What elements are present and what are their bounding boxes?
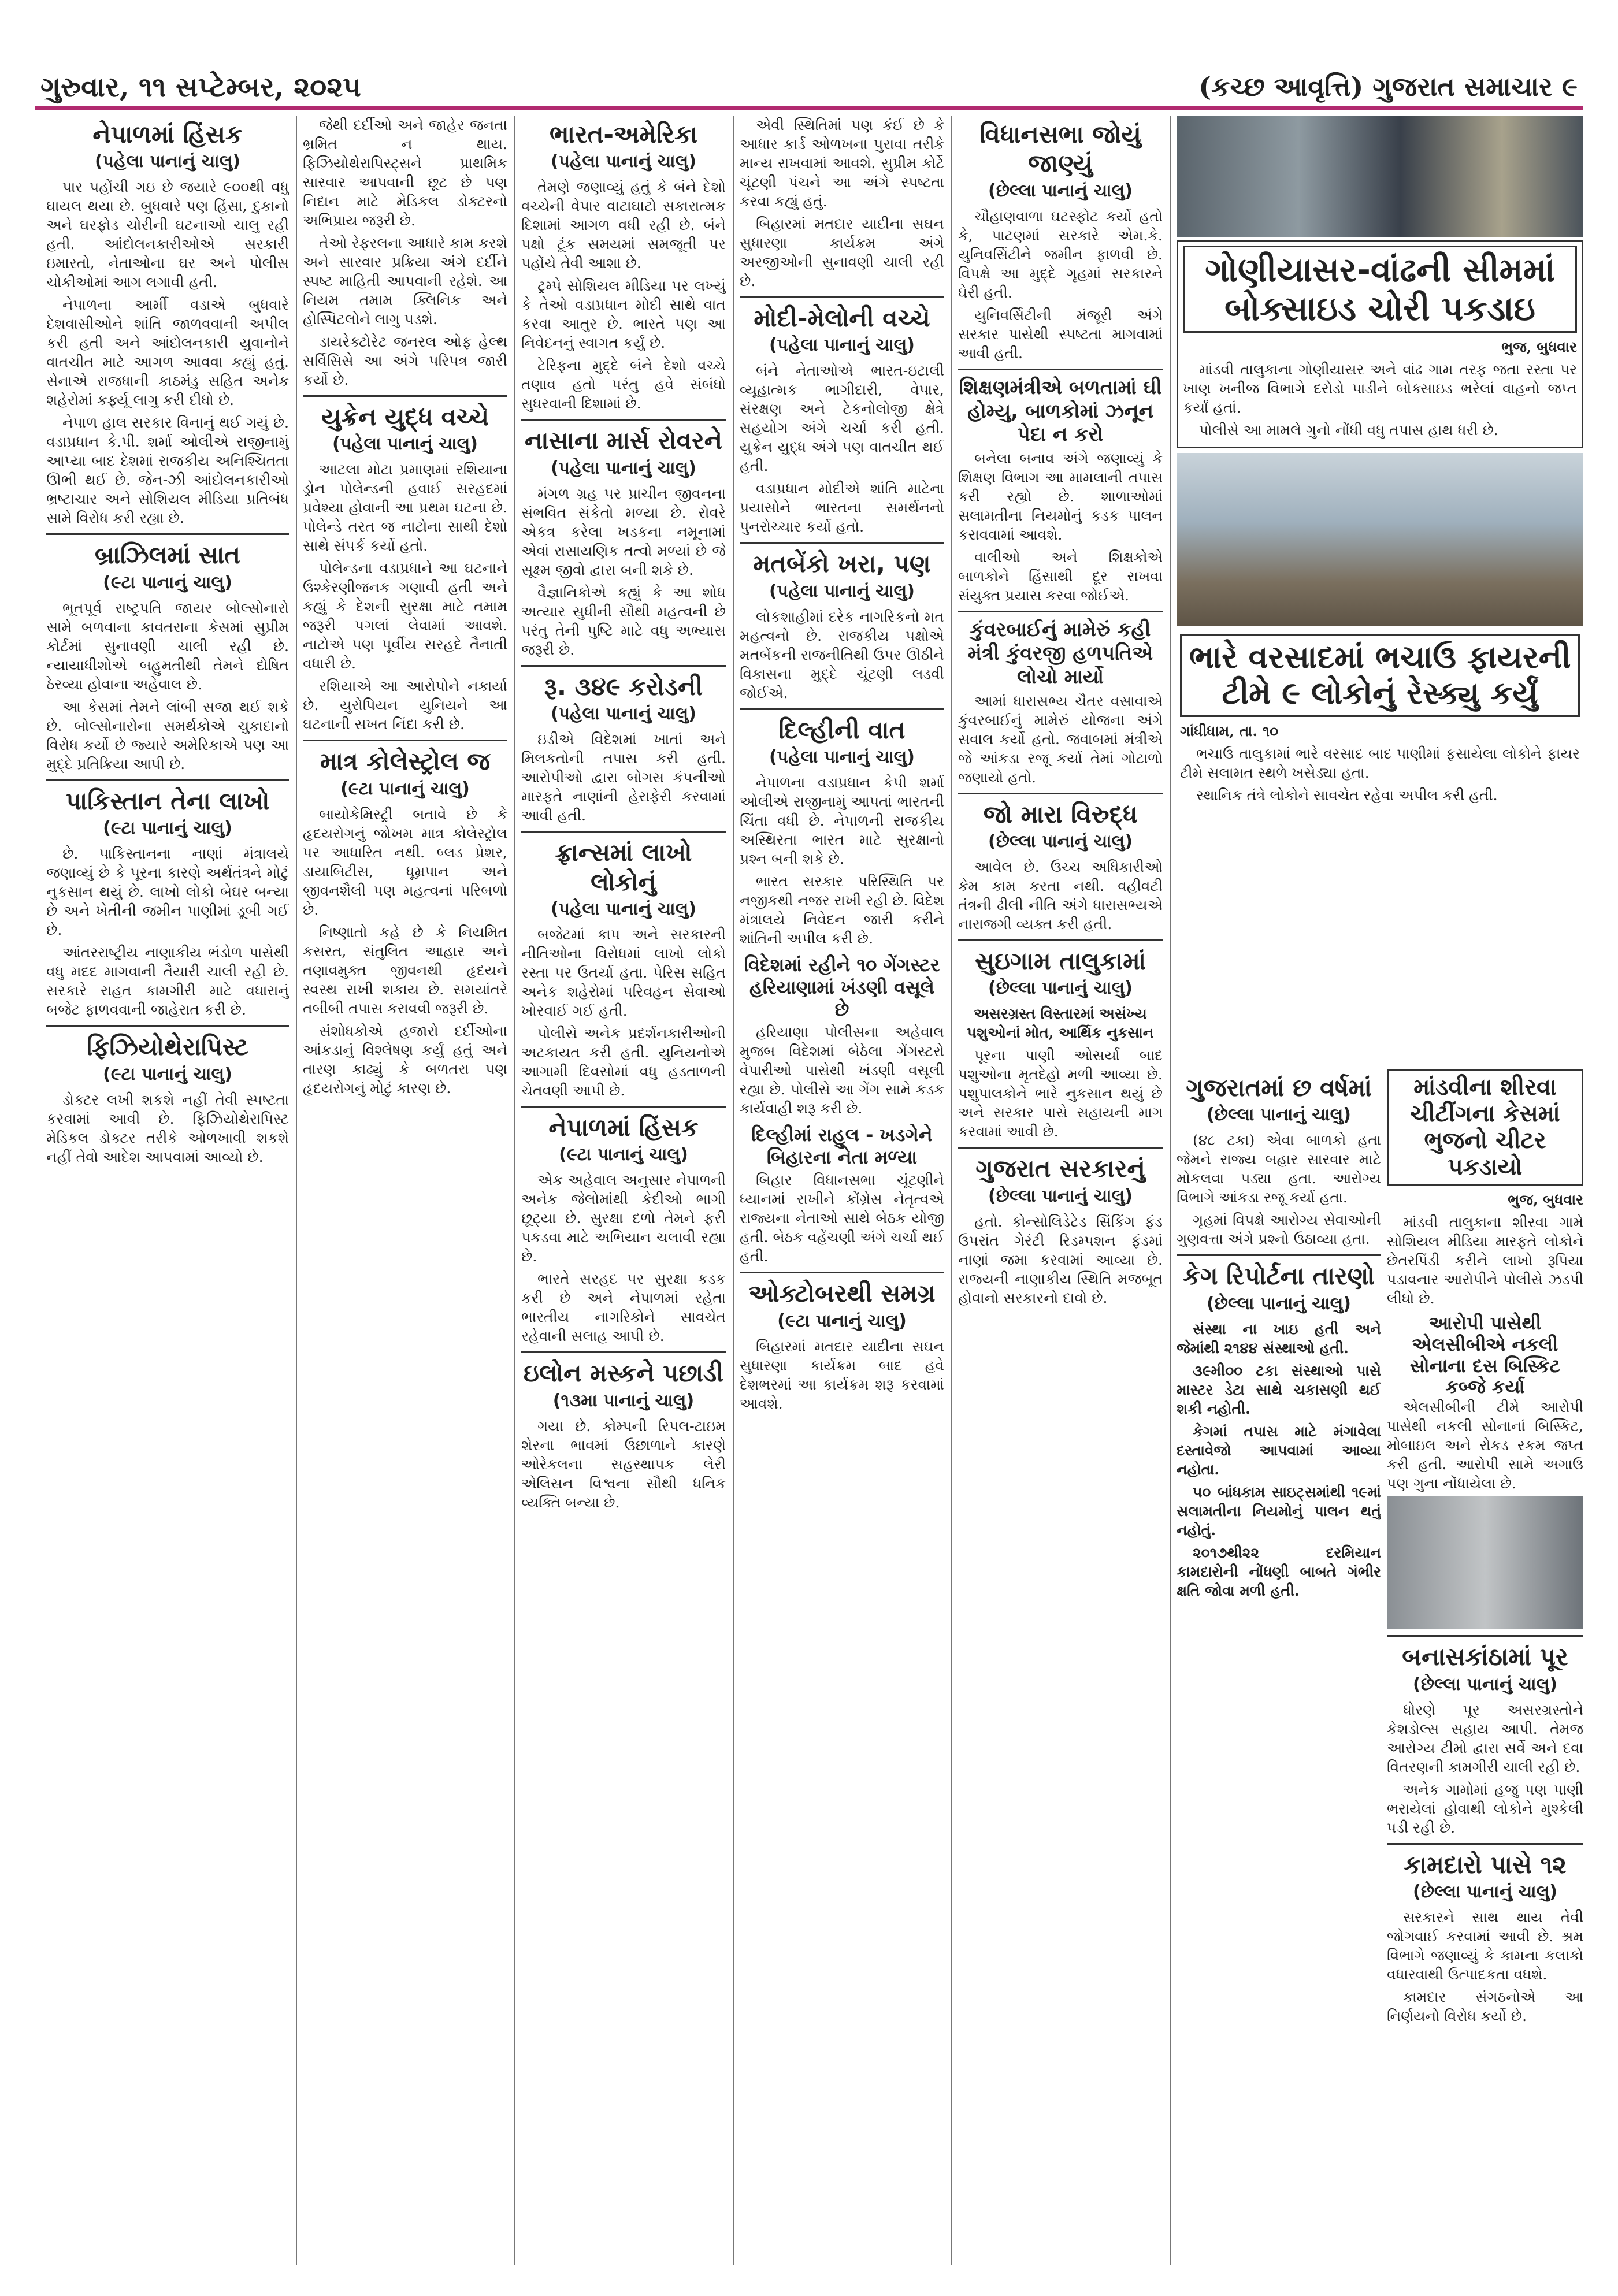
article-votebank [740, 549, 944, 702]
paragraph: પોલીસે આ મામલે ગુનો નોંધી વધુ તપાસ હાથ ધરી છે. [1199, 422, 1498, 439]
article-delhi-2 [740, 1124, 944, 1266]
paragraph: ટેરિફના મુદ્દે બંને દેશો વચ્ચે તણાવ હતો પરંતુ હવે સંબંધો સુધરવાની દિશામાં છે. [521, 357, 726, 413]
article-headline: ગોણીયાસર-વાંઢની સીમમાં બોક્સાઇડ ચોરી પકડાઇ [1183, 246, 1577, 333]
paragraph: એક અહેવાલ અનુસાર નેપાળની અનેક જેલોમાંથી કેદીઓ ભાગી છૂટ્યા છે. સુરક્ષા દળો તેમને ફરી પકડવા માટે અભિયાન ચલાવી રહ્યા છે. [521, 1172, 726, 1265]
continuation-note: (પહેલા પાનાનું ચાલુ) [550, 898, 697, 919]
article-headline: રૂ. ૩૪૯ કરોડની [544, 672, 703, 701]
article-pakistan [46, 787, 289, 1019]
paragraph: હરિયાણા પોલીસના અહેવાલ મુજબ વિદેશમાં બેઠેલા ગેંગસ્ટરો વેપારીઓ પાસેથી ખંડણી વસૂલી રહ્યા છે. પોલીસે આ ગેંગ સામે કડક કાર્યવાહી શરૂ કરી છે. [740, 1024, 944, 1117]
issue-date: ગુરુવાર, ૧૧ સપ્ટેમ્બર, ૨૦૨૫ [40, 71, 361, 103]
article-body [46, 177, 289, 527]
paragraph: નેપાળ હાલ સરકાર વિનાનું થઈ ગયું છે. વડાપ્રધાન કે.પી. શર્મા ઓલીએ રાજીનામું આપ્યા બાદ દેશમાં રાજકીય અનિશ્ચિતતા ઊભી થઈ છે. જેન-ઝી આંદોલનકારીઓ ભ્રષ્ટાચાર અને સોશિયલ મીડિયા પ્રતિબંધ સામે વિરોધ કરી રહ્યા છે. [46, 414, 289, 527]
article-body [521, 484, 726, 659]
paragraph: સરકારને સાથ થાય તેવી જોગવાઈ કરવામાં આવી છે. શ્રમ વિભાગે જણાવ્યું કે કામના કલાકો વધારવાથી ઉત્પાદકતા વધશે. [1387, 1908, 1583, 1983]
paragraph: એલસીબીની ટીમે આરોપી પાસેથી નકલી સોનાનાં બિસ્કિટ, મોબાઇલ અને રોકડ રકમ જપ્ત કરી હતી. આરોપી સામે અગાઉ પણ ગુના નોંધાયેલા છે. [1387, 1399, 1583, 1492]
continuation-note: (છેલ્લા પાનાનું ચાલુ) [988, 831, 1133, 852]
paragraph: છે. પાકિસ્તાનના નાણાં મંત્રાલયે જણાવ્યું છે કે પૂરના કારણે અર્થતંત્રને મોટું નુકસાન થયું છે. લાખો લોકો બેઘર બન્યા છે અને ખેતીની જમીન પાણીમાં ડૂબી ગઈ છે. [46, 845, 289, 939]
paragraph: રશિયાએ આ આરોપોને નકાર્યા છે. યુરોપિયન યુનિયને આ ઘટનાની સખત નિંદા કરી છે. [303, 678, 507, 733]
article-subheadline: આરોપી પાસેથી એલસીબીએ નકલી સોનાના દસ બિસ્કિટ કબ્જે કર્યા [1409, 1312, 1561, 1398]
article-body [740, 607, 944, 703]
article-body [740, 1337, 944, 1413]
article-gujarat-sarkar [958, 1154, 1163, 1307]
paragraph: બિહારમાં મતદાર યાદીના સઘન સુધારણા કાર્યક્રમ બાદ હવે દેશભરમાં આ કાર્યક્રમ શરૂ કરવામાં આવશે. [740, 1338, 944, 1412]
paragraph: માંડવી તાલુકાના ગોણીયાસર અને વાંઢ ગામ તરફ જતા રસ્તા પર ખાણ ખનીજ વિભાગે દરોડો પાડીને બોક્સાઇડ ભરેલાં વાહનો જપ્ત કર્યાં હતાં. [1183, 361, 1577, 417]
article-shikshan [958, 376, 1163, 605]
column-divider [296, 116, 297, 2265]
article-headline: પાકિસ્તાન તેના લાખો [65, 786, 270, 815]
column-6 [1177, 1069, 1381, 2265]
divider [46, 1025, 289, 1027]
continuation-note: (છેલ્લા પાનાનું ચાલુ) [1412, 1881, 1558, 1902]
bullet-point: ૨૦૧૭થી૨૨ દરમિયાન કામદારોની નોંધણી બાબતે ગંભીર ક્ષતિ જોવા મળી હતી. [1177, 1544, 1381, 1599]
article-body [521, 925, 726, 1100]
edition-label: (કચ્છ આવૃત્તિ) ગુજરાત સમાચાર ૯ [1198, 71, 1578, 102]
article-headline: કામદારો પાસે ૧૨ [1404, 1850, 1567, 1879]
article-body [521, 730, 726, 825]
article-headline: ગુજરાત સરકારનું [975, 1154, 1145, 1183]
article-physio [46, 1032, 289, 1166]
paragraph: માંડવી તાલુકાના શીરવા ગામે સોશિયલ મીડિયા મારફતે લોકોને છેતરપિંડી કરીને લાખો રૂપિયા પડાવનાર આરોપીને પોલીસે ઝડપી લીધો છે. [1387, 1214, 1583, 1307]
paragraph: આ કેસમાં તેમને લાંબી સજા થઈ શકે છે. બોલ્સોનારોના સમર્થકોએ ચુકાદાનો વિરોધ કર્યો છે જ્યારે અમેરિકાએ પણ આ મુદ્દે પ્રતિક્રિયા આપી છે. [46, 698, 289, 772]
paragraph: પાર પહોંચી ગઇ છે જયારે ૯૦૦થી વધુ ઘાયલ થયા છે. બુધવારે પણ હિંસા, દુકાનો અને ઘરફોડ ચોરીની ઘટનાઓ ચાલુ રહી હતી. આંદોલનકારીઓએ સરકારી ઇમારતો, નેતાઓના ઘર અને પોલીસ ચોકીઓમાં આગ લગાવી હતી. [46, 179, 289, 291]
article-headline: વિદેશમાં રહીને ૧૦ ગેંગસ્ટર હરિયાણામાં ખંડણી વસૂલે છે [744, 954, 940, 1020]
paragraph: નેપાળના વડાપ્રધાન કેપી શર્મા ઓલીએ રાજીનામું આપતાં ભારતની ચિંતા વધી છે. નેપાળની રાજકીય અસ્થિરતા ભારત માટે સુરક્ષાનો પ્રશ્ન બની શકે છે. [740, 774, 944, 868]
article-elon [521, 1359, 726, 1511]
continuation-note: (છેલ્લા પાનાનું ચાલુ) [988, 180, 1133, 201]
article-boxite [1177, 240, 1583, 448]
article-cholesterol [303, 747, 507, 1097]
article-suigam [958, 947, 1163, 1141]
article-headline: નેપાળમાં હિંસક [92, 120, 243, 148]
divider [521, 419, 726, 421]
divider [521, 1106, 726, 1108]
article-banaskantha [1387, 1643, 1583, 1837]
article-delhi [740, 716, 944, 948]
article-body [740, 773, 944, 948]
article-body [521, 1417, 726, 1512]
continuation-note: (છેલ્લા પાનાનું ચાલુ) [988, 1186, 1133, 1206]
bullet-point: સંસ્થા ના ખાઇ હતી અને જેમાંથી ૨૧૪૪ સંસ્થાઓ હતી. [1177, 1320, 1381, 1357]
paragraph: ચૌહાણવાળા ઘટસ્ફોટ કર્યો હતો કે, પાટણમાં સરકારે એમ.કે. યુનિવર્સિટીને જમીન ફાળવી છે. વિપક્ષે આ મુદ્દે ગૃહમાં સરકારને ઘેરી હતી. [958, 207, 1163, 301]
article-headline: મતબેંકો ખરા, પણ [753, 549, 931, 578]
dateline: ગાંધીધામ, તા. ૧૦ [1180, 722, 1279, 740]
article-headline: ફિઝિયોથેરાપિસ્ટ [86, 1032, 249, 1061]
divider [740, 1272, 944, 1273]
article-headline: માત્ર કોલેસ્ટ્રોલ જ [320, 747, 491, 776]
article-349-crore [521, 673, 726, 825]
continuation-note: (૯ટા પાનાનું ચાલુ) [340, 778, 470, 799]
column-divider [514, 116, 515, 2265]
article-headline: જો મારા વિરુદ્ધ [983, 800, 1138, 829]
continuation-note: (૯ટા પાનાનું ચાલુ) [559, 1145, 688, 1165]
paragraph: ભચાઉ તાલુકામાં ભારે વરસાદ બાદ પાણીમાં ફસાયેલા લોકોને ફાયર ટીમે સલામત સ્થળે ખસેડ્યા હતા. [1180, 745, 1580, 781]
article-vidhansabha [958, 120, 1163, 363]
paragraph: ભારત સરકાર પરિસ્થિતિ પર નજીકથી નજર રાખી રહી છે. વિદેશ મંત્રાલયે નિવેદન જારી કરીને શાંતિની અપીલ કરી છે. [740, 873, 944, 948]
paragraph: ગૃહમાં વિપક્ષે આરોગ્ય સેવાઓની ગુણવત્તા અંગે પ્રશ્નો ઉઠાવ્યા હતા. [1177, 1212, 1381, 1248]
column-2 [303, 116, 507, 2265]
divider [521, 1351, 726, 1353]
column-3 [521, 116, 726, 2265]
paragraph: લોકશાહીમાં દરેક નાગરિકનો મત મહત્વનો છે. રાજકીય પક્ષોએ મતબેંકની રાજનીતિથી ઉપર ઊઠીને વિકાસના મુદ્દે ચૂંટણી લડવી જોઈએ. [740, 608, 944, 701]
article-body [521, 177, 726, 413]
paragraph: આંતરરાષ્ટ્રીય નાણાકીય ભંડોળ પાસેથી વધુ મદદ માગવાની તૈયારી ચાલી રહી છે. સરકારે રાહત કામગીરી માટે વધારાનું બજેટ ફાળવવાની જાહેરાત કરી છે. [46, 944, 289, 1019]
paragraph: બિહારમાં મતદાર યાદીના સઘન સુધારણા કાર્યક્રમ અંગે અરજીઓની સુનાવણી ચાલી રહી છે. [740, 216, 944, 289]
paragraph: પૂરના પાણી ઓસર્યા બાદ પશુઓના મૃતદેહો મળી આવ્યા છે. પશુપાલકોને ભારે નુકસાન થયું છે અને સરકાર પાસે સહાયની માગ કરવામાં આવી છે. [958, 1047, 1163, 1140]
article-body [1180, 722, 1580, 805]
paragraph: જેથી દર્દીઓ અને જાહેર જનતા ભ્રમિત ન થાય. ફિઝિયોથેરાપિસ્ટ્સને પ્રાથમિક સારવાર આપવાની છૂટ છે પણ નિદાન માટે મેડિકલ ડોક્ટરનો અભિપ્રાય જરૂરી છે. [303, 117, 507, 229]
divider [740, 542, 944, 544]
article-brazil [46, 541, 289, 773]
continuation-note: (પહેલા પાનાનું ચાલુ) [769, 581, 915, 601]
article-headline: બનાસકાંઠામાં પૂર [1402, 1643, 1568, 1671]
paragraph: ઇડીએ વિદેશમાં ખાતાં અને મિલકતોની તપાસ કરી હતી. આરોપીઓ દ્વારા બોગસ કંપનીઓ મારફતે નાણાંની હેરાફેરી કરવામાં આવી હતી. [521, 731, 726, 824]
article-body [46, 844, 289, 1019]
divider [46, 779, 289, 781]
article-body [740, 116, 944, 291]
column-5 [958, 116, 1163, 2265]
divider [1387, 1843, 1583, 1845]
article-headline: મોદી-મેલોની વચ્ચે [754, 304, 930, 332]
bullet-point: ૫૦ બાંધકામ સાઇટ્સમાંથી ૧૯માં સલામતીના નિયમોનું પાલન થતું નહોતું. [1177, 1483, 1381, 1539]
column-4 [740, 116, 944, 2265]
paragraph: પોલીસે અનેક પ્રદર્શનકારીઓની અટકાયત કરી હતી. યુનિયનોએ આગામી દિવસોમાં વધુ હડતાળની ચેતવણી આપી છે. [521, 1024, 726, 1099]
paragraph: અસરગ્રસ્ત વિસ્તારમાં અસંખ્ય પશુઓનાં મોત, આર્થિક નુકસાન [967, 1005, 1154, 1042]
article-body [46, 1090, 289, 1166]
paragraph: નેપાળના આર્મી વડાએ બુધવારે દેશવાસીઓને શાંતિ જાળવવાની અપીલ કરી હતી અને આંદોલનકારી યુવાનોને વાતચીત માટે આગળ આવવા કહ્યું હતું. સેનાએ રાજધાની કાઠમંડુ સહિત અનેક શહેરોમાં કર્ફ્યૂ લાગુ કરી દીધો છે. [46, 296, 289, 409]
article-headline: બ્રાઝિલમાં સાત [94, 541, 241, 570]
continuation-note: (છેલ્લા પાનાનું ચાલુ) [1206, 1293, 1352, 1314]
article-headline: યુક્રેન યુદ્ધ વચ્ચે [321, 403, 489, 431]
paragraph: બનેલા બનાવ અંગે જણાવ્યું કે શિક્ષણ વિભાગ આ મામલાની તપાસ કરી રહ્યો છે. શાળાઓમાં સલામતીના નિયમોનું કડક પાલન કરાવવામાં આવશે. [958, 450, 1163, 544]
article-body [521, 1171, 726, 1346]
divider [303, 395, 507, 397]
paragraph: કામદાર સંગઠનોએ આ નિર્ણયનો વિરોધ કર્યો છે. [1387, 1988, 1583, 2024]
article-nasa [521, 426, 726, 659]
article-body [958, 449, 1163, 605]
paragraph: વાલીઓ અને શિક્ષકોએ બાળકોને હિંસાથી દૂર રાખવા સંયુક્ત પ્રયાસ કરવા જોઈએ. [958, 549, 1163, 604]
paragraph: પોલેન્ડના વડાપ્રધાને આ ઘટનાને ઉશ્કેરણીજનક ગણાવી હતી અને કહ્યું કે દેશની સુરક્ષા માટે તમામ જરૂરી પગલાં લેવામાં આવશે. નાટોએ પણ પૂર્વીય સરહદે તૈનાતી વધારી છે. [303, 560, 507, 673]
article-body [740, 361, 944, 536]
paragraph: ગયા છે. કોમ્પની રિપલ-ટાઇમ શેરના ભાવમાં ઉછાળાને કારણે ઓરેકલના સહસ્થાપક લેરી એલિસન વિશ્વના સૌથી ધનિક વ્યક્તિ બન્યા છે. [521, 1417, 726, 1511]
article-headline: સુઇગામ તાલુકામાં [974, 946, 1146, 975]
paragraph: ટ્રમ્પે સોશિયલ મીડિયા પર લખ્યું કે તેઓ વડાપ્રધાન મોદી સાથે વાત કરવા આતુર છે. ભારતે પણ આ નિવેદનનું સ્વાગત કર્યું છે. [521, 277, 726, 352]
continuation-note: (પહેલા પાનાનું ચાલુ) [769, 747, 915, 768]
article-headline: નાસાના માર્સ રોવરને [524, 426, 723, 455]
continuation-note: (પહેલા પાનાનું ચાલુ) [550, 704, 697, 725]
article-headline: ગુજરાતમાં છ વર્ષમાં [1186, 1073, 1372, 1102]
column-divider [951, 116, 952, 2265]
paragraph: એવી સ્થિતિમાં પણ કંઈ છે કે આધાર કાર્ડ ઓળખના પુરાવા તરીકે માન્ય રાખવામાં આવશે. સુપ્રીમ કોર્ટે ચૂંટણી પંચને આ અંગે સ્પષ્ટતા કરવા કહ્યું હતું. [740, 117, 944, 210]
continuation-note: (પહેલા પાનાનું ચાલુ) [550, 151, 697, 172]
photo-rescue [1177, 453, 1583, 626]
article-body [1387, 1700, 1583, 1837]
article-body [958, 1004, 1163, 1141]
continuation-note: (છેલ્લા પાનાનું ચાલુ) [1412, 1674, 1558, 1695]
article-body [1387, 1190, 1583, 1308]
article-headline: વિધાનસભા જોયું જાણ્યું [979, 120, 1141, 178]
article-shirva [1387, 1069, 1583, 1629]
continuation-note: (પહેલા પાનાનું ચાલુ) [94, 151, 241, 172]
column-divider [1170, 116, 1171, 2265]
article-body [1183, 337, 1577, 440]
paragraph: યુનિવર્સિટીની મંજૂરી અંગે સરકાર પાસેથી સ્પષ્ટતા માગવામાં આવી હતી. [958, 306, 1163, 362]
article-cag [1177, 1262, 1381, 1600]
article-body [958, 1212, 1163, 1307]
article-headline: ફ્રાન્સમાં લાખો લોકોનું [555, 838, 692, 896]
paragraph: બંને નેતાઓએ ભારત-ઇટાલી વ્યૂહાત્મક ભાગીદારી, વેપાર, સંરક્ષણ અને ટેકનોલોજી ક્ષેત્રે સહયોગ અંગે ચર્ચા કરી હતી. યુક્રેન યુદ્ધ અંગે પણ વાતચીત થઈ હતી. [740, 362, 944, 475]
divider [958, 939, 1163, 941]
article-body [1177, 1131, 1381, 1249]
right-bottom-stories [1387, 1069, 1583, 2265]
article-body [740, 1171, 944, 1266]
article-headline: કુંવરબાઈનું મામેરું કહી મંત્રી કુંવરજી હળપતિએ લોચો માર્યો [967, 618, 1153, 689]
article-india-us [521, 120, 726, 413]
article-jo-mara [958, 800, 1163, 934]
article-headline: ઇલોન મસ્કને પછાડી [523, 1359, 724, 1388]
dateline: ભુજ, બુધવાર [1508, 1191, 1583, 1208]
photo-police [1387, 1496, 1583, 1629]
paragraph: મંગળ ગ્રહ પર પ્રાચીન જીવનના સંભવિત સંકેતો મળ્યા છે. રોવરે એકત્ર કરેલા ખડકના નમૂનામાં એવાં રાસાયણિક તત્વો મળ્યાં છે જે સૂક્ષ્મ જીવો દ્વારા બની શકે છે. [521, 485, 726, 578]
continuation-note: (૯ટા પાનાનું ચાલુ) [103, 818, 232, 839]
divider [1387, 1635, 1583, 1637]
paragraph: અનેક ગામોમાં હજુ પણ પાણી ભરાયેલાં હોવાથી લોકોને મુશ્કેલી પડી રહી છે. [1387, 1781, 1583, 1836]
divider [46, 533, 289, 535]
article-body [46, 599, 289, 774]
divider [303, 740, 507, 741]
article-body [1387, 1398, 1583, 1493]
article-headline: ભારે વરસાદમાં ભચાઉ ફાયરની ટીમે ૯ લોકોનું રેસ્ક્યુ કર્યું [1180, 634, 1580, 716]
article-kunvarbai [958, 618, 1163, 786]
divider [740, 708, 944, 710]
article-headline: ઓક્ટોબરથી સમગ્ર [748, 1279, 936, 1308]
article-ukraine [303, 403, 507, 734]
continuation-note: (છેલ્લા પાનાનું ચાલુ) [1206, 1105, 1352, 1125]
column-1 [46, 116, 289, 2265]
article-headline: કેગ રિપોર્ટના તારણો [1183, 1262, 1375, 1291]
article-nepal-2 [521, 1113, 726, 1346]
article-body [958, 207, 1163, 363]
article-headline: ભારત-અમેરિકા [550, 120, 697, 148]
divider [740, 296, 944, 298]
article-body [958, 857, 1163, 934]
paragraph: સંશોધકોએ હજારો દર્દીઓના આંકડાનું વિશ્લેષણ કર્યું હતું અને તારણ કાઢ્યું કે બળતરા પણ હૃદયરોગનું મોટું કારણ છે. [303, 1022, 507, 1097]
paragraph: સ્થાનિક તંત્રે લોકોને સાવચેત રહેવા અપીલ કરી હતી. [1196, 786, 1498, 804]
article-kamdar [1387, 1851, 1583, 2026]
article-october [740, 1279, 944, 1413]
article-headline: દિલ્હીની વાત [778, 715, 906, 744]
paragraph: બાયોકેમિસ્ટ્રી બતાવે છે કે હૃદયરોગનું જોખમ માત્ર કોલેસ્ટ્રોલ પર આધારિત નથી. બ્લડ પ્રેશર, ડાયાબિટીસ, ધૂમ્રપાન અને જીવનશૈલી પણ મહત્વનાં પરિબળો છે. [303, 805, 507, 918]
article-france [521, 838, 726, 1100]
paragraph: આવેલ છે. ઉચ્ચ અધિકારીઓ કેમ કામ કરતા નથી. વહીવટી તંત્રની ઢીલી નીતિ અંગે ધારાસભ્યએ નારાજગી વ્યક્ત કરી હતી. [958, 858, 1163, 932]
continuation-note: (પહેલા પાનાનું ચાલુ) [550, 458, 697, 478]
page-header [35, 66, 1583, 108]
article-modi-meloni [740, 304, 944, 536]
article-headline: માંડવીના શીરવા ચીટીંગના કેસમાં ભુજનો ચીટર પકડાયો [1387, 1069, 1583, 1186]
paragraph: (૪૮ ટકા) એવા બાળકો હતા જેમને રાજ્ય બહાર સારવાર માટે મોકલવા પડ્યા હતા. આરોગ્ય વિભાગે આંકડા રજૂ કર્યા હતા. [1177, 1132, 1381, 1206]
divider [521, 831, 726, 833]
divider [958, 1147, 1163, 1149]
divider [958, 611, 1163, 612]
continuation-note: (છેલ્લા પાનાનું ચાલુ) [988, 978, 1133, 999]
dateline: ભુજ, બુધવાર [1501, 339, 1577, 356]
paragraph: આટલા મોટા પ્રમાણમાં રશિયાના ડ્રોન પોલેન્ડની હવાઈ સરહદમાં પ્રવેશ્યા હોવાની આ પ્રથમ ઘટના છે. પોલેન્ડે તરત જ નાટોના સાથી દેશો સાથે સંપર્ક કર્યો હતો. [303, 461, 507, 555]
article-headline: શિક્ષણમંત્રીએ બળતામાં ઘી હોમ્યુ, બાળકોમાં ઝનૂન પેદા ન કરો [959, 376, 1162, 447]
paragraph: ડાયરેક્ટોરેટ જનરલ ઓફ હેલ્થ સર્વિસિસે આ અંગે પરિપત્ર જારી કર્યો છે. [303, 333, 507, 388]
divider [958, 793, 1163, 794]
article-nepal [46, 120, 289, 527]
paragraph: ડોક્ટર લખી શકશે નહીં તેવી સ્પષ્ટતા કરવામાં આવી છે. ફિઝિયોથેરાપિસ્ટ મેડિકલ ડોક્ટર તરીકે ઓળખાવી શકશે નહીં તેવો આદેશ આપવામાં આવ્યો છે. [46, 1091, 289, 1165]
photo-trucks [1177, 116, 1583, 237]
article-body [740, 1023, 944, 1118]
continuation-note: (પહેલા પાનાનું ચાલુ) [769, 335, 915, 356]
paragraph: તેમણે જણાવ્યું હતું કે બંને દેશો વચ્ચેની વેપાર વાટાઘાટો સકારાત્મક દિશામાં આગળ વધી રહી છે. બંને પક્ષો ટૂંક સમયમાં સમજૂતી પર પહોંચે તેવી આશા છે. [521, 179, 726, 272]
paragraph: ભૂતપૂર્વ રાષ્ટ્રપતિ જાયર બોલ્સોનારો સામે બળવાના કાવતરાના કેસમાં સુપ્રીમ કોર્ટમાં સુનાવણી ચાલી રહી છે. ન્યાયાધીશોએ બહુમતીથી તેમને દોષિત ઠેરવ્યા હોવાના અહેવાલ છે. [46, 599, 289, 693]
article-body [1177, 1320, 1381, 1600]
article-body [1387, 1908, 1583, 2026]
paragraph: આમાં ધારાસભ્ય ચૈતર વસાવાએ કુંવરબાઈનું મામેરું યોજના અંગે સવાલ કર્યો હતો. જવાબમાં મંત્રીએ જે આંકડા રજૂ કર્યા તેમાં ગોટાળો જણાયો હતો. [958, 692, 1163, 786]
paragraph: હતો. કોન્સોલિડેટેડ સિંકિંગ ફંડ ઉપરાંત ગેરંટી રિડમ્પશન ફંડમાં નાણાં જમા કરવામાં આવ્યા છે. રાજ્યની નાણાકીય સ્થિતિ મજબૂત હોવાનો સરકારનો દાવો છે. [958, 1213, 1163, 1306]
continuation-note: (૯ટા પાનાનું ચાલુ) [103, 572, 232, 593]
continuation-note: (૯ટા પાનાનું ચાલુ) [777, 1310, 907, 1331]
paragraph: બિહાર વિધાનસભા ચૂંટણીને ધ્યાનમાં રાખીને કોંગ્રેસ નેતૃત્વએ રાજ્યના નેતાઓ સાથે બેઠક યોજી હતી. બેઠક વહેંચણી અંગે ચર્ચા થઈ હતી. [740, 1172, 944, 1265]
paragraph: ભારતે સરહદ પર સુરક્ષા કડક કરી છે અને નેપાળમાં રહેતા ભારતીય નાગરિકોને સાવચેત રહેવાની સલાહ આપી છે. [521, 1270, 726, 1345]
paragraph: નિષ્ણાતો કહે છે કે નિયમિત કસરત, સંતુલિત આહાર અને તણાવમુક્ત જીવનથી હૃદયને સ્વસ્થ રાખી શકાય છે. સમયાંતરે તબીબી તપાસ કરાવવી જરૂરી છે. [303, 923, 507, 1017]
column-divider [733, 116, 734, 2265]
article-headline: નેપાળમાં હિંસક [548, 1113, 699, 1142]
article-gujarat-6yrs [1177, 1073, 1381, 1249]
divider [521, 665, 726, 667]
article-body [303, 460, 507, 734]
bullet-point: ૩૯મી૦૦ ટકા સંસ્થાઓ પાસે માસ્ટર ડેટા સાથે ચકાસણી થઈ શકી નહોતી. [1177, 1362, 1381, 1417]
article-body [303, 116, 507, 389]
continuation-note: (૧૩મા પાનાનું ચાલુ) [552, 1390, 695, 1411]
divider [1177, 1254, 1381, 1256]
header-rule [35, 106, 1583, 110]
article-haryana [740, 954, 944, 1118]
article-headline: દિલ્હીમાં રાહુલ - ખડગેને બિહારના નેતા મળ્યા [751, 1124, 933, 1168]
bullet-point: કેગમાં તપાસ માટે મંગાવેલા દસ્તાવેજો આપવામાં આવ્યા નહોતા. [1177, 1422, 1381, 1478]
paragraph: તેઓ રેફરલના આધારે કામ કરશે અને સારવાર પ્રક્રિયા અંગે દર્દીને સ્પષ્ટ માહિતી આપવાની રહેશે. આ નિયમ તમામ ક્લિનિક અને હોસ્પિટલોને લાગુ પડશે. [303, 235, 507, 328]
right-top-stories [1177, 116, 1583, 1063]
paragraph: ધોરણે પૂર અસરગ્રસ્તોને કેશડોલ્સ સહાય આપી. તેમજ આરોગ્ય ટીમો દ્વારા સર્વે અને દવા વિતરણની કામગીરી ચાલી રહી છે. [1387, 1701, 1583, 1775]
article-body [958, 692, 1163, 787]
article-bhachau [1177, 631, 1583, 811]
paragraph: વડાપ્રધાન મોદીએ શાંતિ માટેના પ્રયાસોને ભારતના સમર્થનનો પુનરોચ્ચાર કર્યો હતો. [740, 480, 944, 536]
continuation-note: (પહેલા પાનાનું ચાલુ) [332, 434, 478, 455]
paragraph: બજેટમાં કાપ અને સરકારની નીતિઓના વિરોધમાં લાખો લોકો રસ્તા પર ઉતર્યા હતા. પેરિસ સહિત અનેક શહેરોમાં પરિવહન સેવાઓ ખોરવાઈ ગઈ હતી. [521, 926, 726, 1019]
continuation-note: (૯ટા પાનાનું ચાલુ) [103, 1064, 232, 1084]
divider [958, 369, 1163, 370]
article-body [303, 805, 507, 1098]
paragraph: વૈજ્ઞાનિકોએ કહ્યું કે આ શોધ અત્યાર સુધીની સૌથી મહત્વની છે પરંતુ તેની પુષ્ટિ માટે વધુ અભ્યાસ જરૂરી છે. [521, 584, 726, 658]
